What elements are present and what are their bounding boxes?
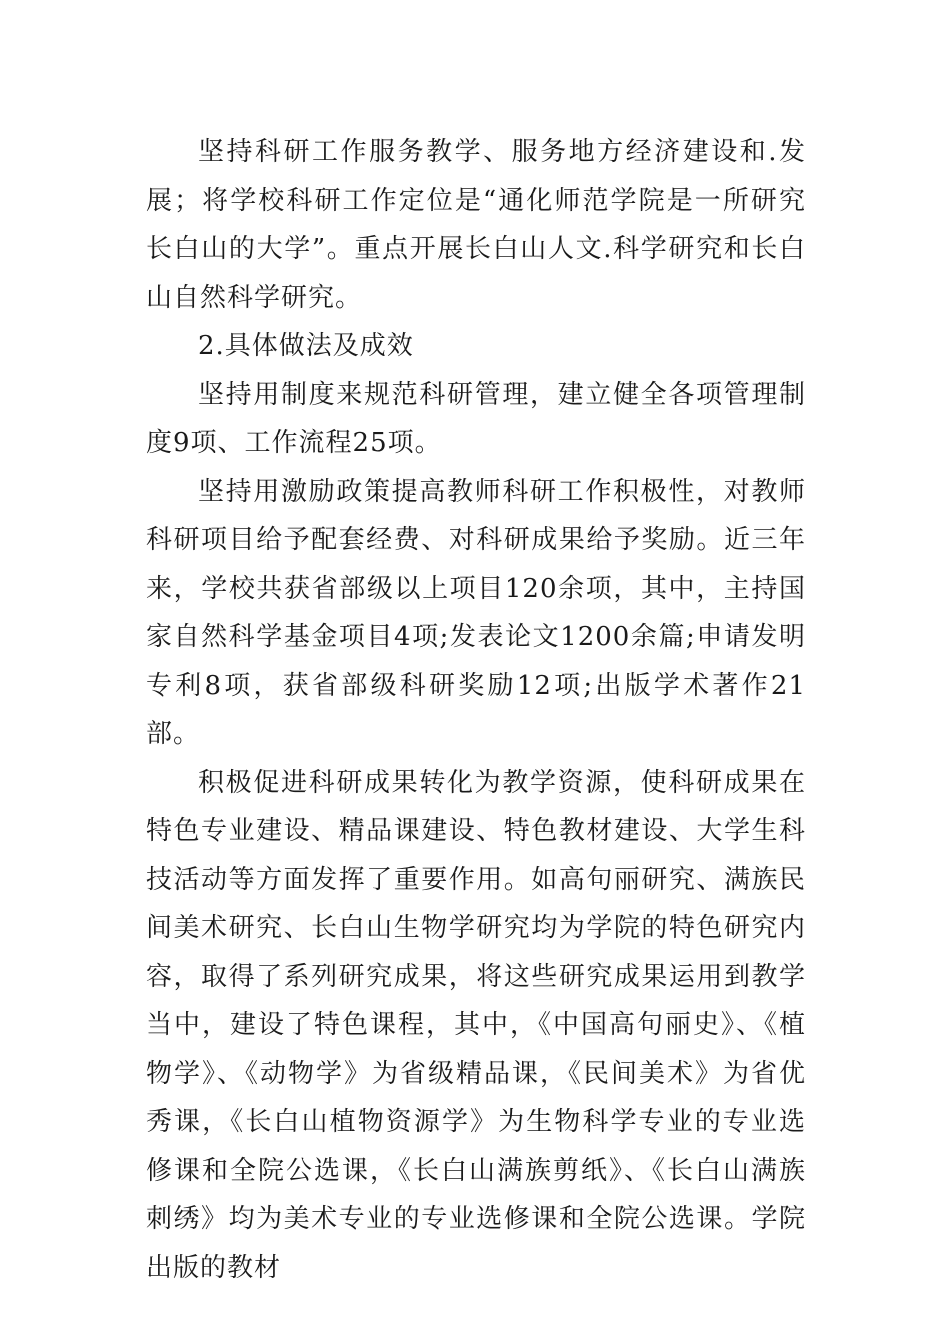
section-heading-practices: 2.具体做法及成效 xyxy=(198,331,414,361)
paragraph-research-positioning: 坚持科研工作服务教学、服务地方经济建设和.发展；将学校科研工作定位是“通化师范学院是一所研究长白山的大学”。重点开展长白山人文.科学研究和长白山自然科学研究。 xyxy=(146,137,806,313)
document-body xyxy=(146,128,806,1292)
paragraph-teaching-resources: 积极促进科研成果转化为教学资源，使科研成果在特色专业建设、精品课建设、特色教材建设、大学生科技活动等方面发挥了重要作用。如高句丽研究、满族民间美术研究、长白山生物学研究均为学院的特色研究内容，取得了系列研究成果，将这些研究成果运用到教学当中，建设了特色课程，其中，《中国高句丽史》、《植物学》、《动物学》为省级精品课，《民间美术》为省优秀课，《长白山植物资源学》为生物科学专业的专业选修课和全院公选课，《长白山满族剪纸》、《长白山满族刺绣》均为美术专业的专业选修课和全院公选课。学院出版的教材 xyxy=(146,767,806,1283)
paragraph-management-system: 坚持用制度来规范科研管理，建立健全各项管理制度9项、工作流程25项。 xyxy=(146,379,806,458)
paragraph-incentive-policy: 坚持用激励政策提高教师科研工作积极性，对教师科研项目给予配套经费、对科研成果给予奖励。近三年来，学校共获省部级以上项目120余项，其中，主持国家自然科学基金项目4项;发表论文1200余篇;申请发明专利8项，获省部级科研奖励12项;出版学术著作21部。 xyxy=(146,476,806,749)
